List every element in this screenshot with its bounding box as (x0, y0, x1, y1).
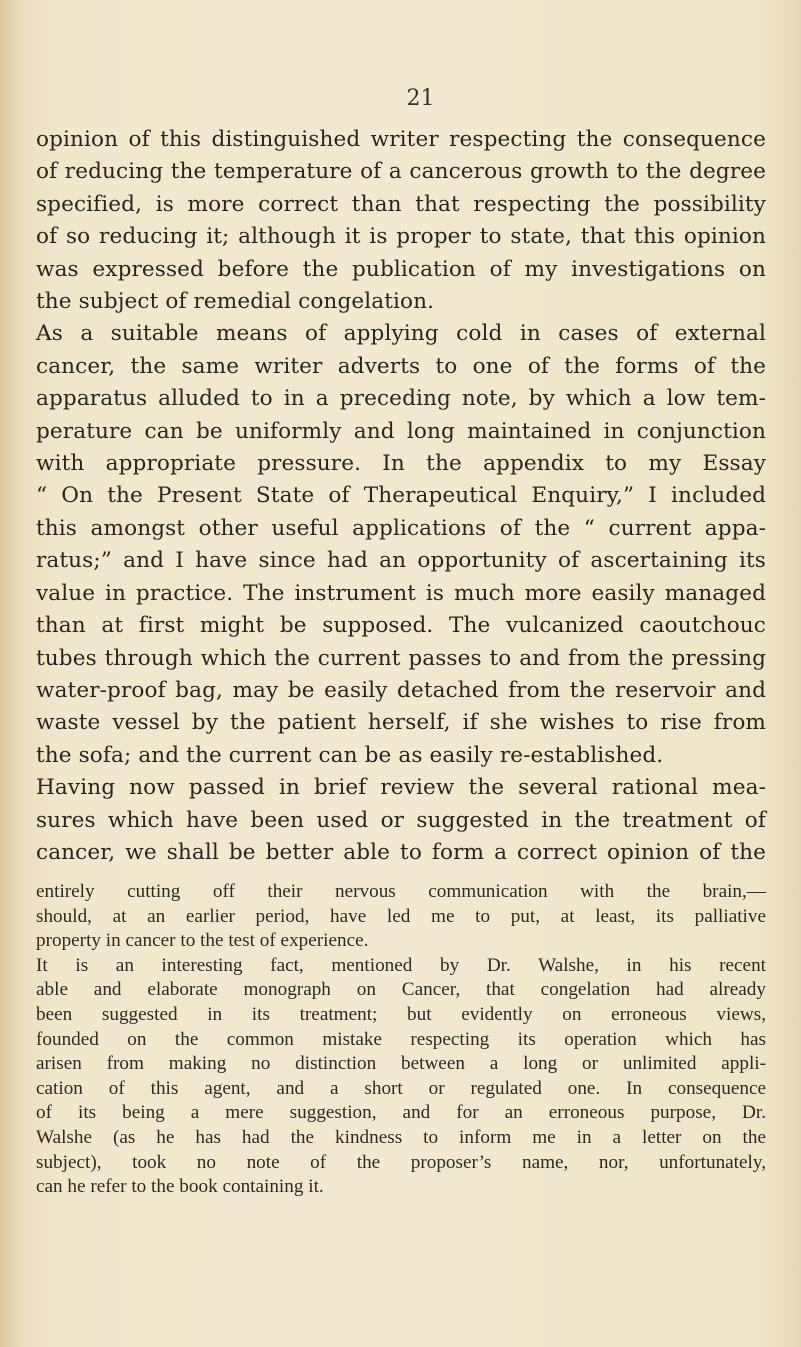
main-text-line: with appropriate pressure. In the appendix to my Essay (36, 451, 766, 477)
footnote-line: property in cancer to the test of experience. (36, 930, 369, 952)
main-text-line: than at first might be supposed. The vulcanized caoutchouc (36, 613, 766, 639)
main-text-line: this amongst other useful applications of the “ current appa- (36, 515, 766, 541)
footnote-line: Walshe (as he has had the kindness to inform me in a letter on the (36, 1126, 766, 1148)
main-text-line: the sofa; and the current can be as easily re-established. (36, 742, 664, 768)
main-text-line: the subject of remedial congelation. (36, 289, 435, 315)
main-text-line: cancer, the same writer adverts to one of the forms of the (36, 353, 766, 379)
footnote-line: entirely cutting off their nervous communication with the brain,— (36, 881, 766, 902)
footnote-line: subject), took no note of the proposer’s name, nor, unfortunately, (36, 1151, 766, 1173)
main-text-line: sures which have been used or suggested in the treatment of (36, 807, 766, 833)
main-text-line: water-proof bag, may be easily detached from the reservoir and (36, 677, 766, 703)
footnote-line: founded on the common mistake respecting its operation which has (36, 1028, 766, 1050)
footnote-line: able and elaborate monograph on Cancer, that congelation had already (36, 979, 766, 1001)
main-text-line: “ On the Present State of Therapeutical Enquiry,” I included (36, 483, 766, 509)
main-text-line: ratus;” and I have since had an opportunity of ascertaining its (36, 548, 766, 574)
main-text-line: tubes through which the current passes to and from the pressing (36, 645, 766, 671)
footnote-line: of its being a mere suggestion, and for an erroneous purpose, Dr. (36, 1102, 766, 1124)
main-text-line: cancer, we shall be better able to form a correct opinion of the (36, 839, 766, 865)
main-text-line: value in practice. The instrument is much more easily managed (36, 580, 766, 606)
main-text-line: As a suitable means of applying cold in cases of external (36, 321, 766, 347)
footnote-line: arisen from making no distinction between a long or unlimited appli- (36, 1053, 766, 1075)
page-number: 21 (406, 86, 435, 111)
main-text-line: specified, is more correct than that respecting the possibility (36, 191, 766, 217)
footnote-line: can he refer to the book containing it. (36, 1176, 324, 1198)
main-text-line: was expressed before the publication of my investigations on (36, 256, 766, 282)
main-text-line: waste vessel by the patient herself, if she wishes to rise from (36, 710, 766, 736)
footnote-block (36, 880, 766, 1200)
main-text-line: apparatus alluded to in a preceding note, by which a low tem- (36, 386, 766, 412)
main-text-line: perature can be uniformly and long maintained in conjunction (36, 418, 766, 444)
footnote-line: It is an interesting fact, mentioned by Dr. Walshe, in his recent (36, 954, 766, 976)
footnote-line: cation of this agent, and a short or regulated one. In consequence (36, 1077, 766, 1099)
main-text-line: of reducing the temperature of a cancerous growth to the degree (36, 159, 766, 185)
main-text-line: opinion of this distinguished writer respecting the consequence (36, 127, 766, 152)
footnote-line: been suggested in its treatment; but evidently on erroneous views, (36, 1003, 766, 1025)
main-text-block (36, 124, 766, 869)
footnote-line: should, at an earlier period, have led me to put, at least, its palliative (36, 905, 766, 927)
main-text-line: Having now passed in brief review the several rational mea- (36, 775, 766, 801)
main-text-line: of so reducing it; although it is proper to state, that this opinion (36, 224, 766, 250)
